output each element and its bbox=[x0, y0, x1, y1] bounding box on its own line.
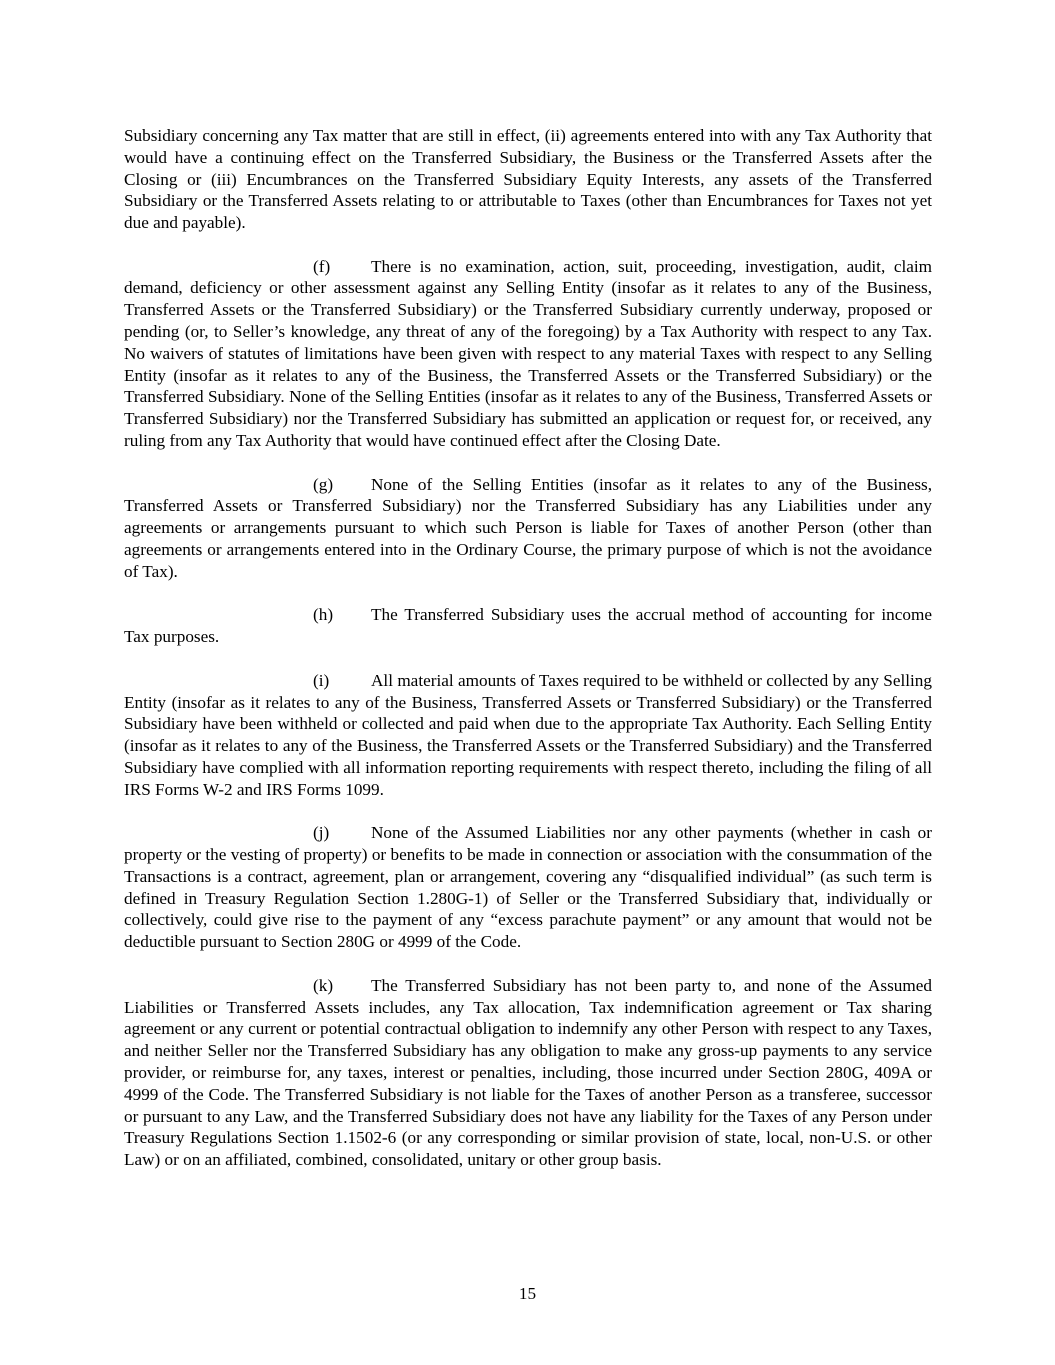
section-i-label: (i) bbox=[313, 670, 330, 690]
section-g-label: (g) bbox=[313, 474, 334, 494]
section-k-paragraph bbox=[124, 975, 932, 1171]
section-f-paragraph bbox=[124, 256, 932, 452]
section-j-paragraph bbox=[124, 822, 932, 953]
document-page-body bbox=[124, 125, 932, 1193]
section-j-text: None of the Assumed Liabilities nor any other payments (whether in cash or property or the vesting of property) or benefits to be made in connection or association with the consummation of the Transactions is a contract, agreement, plan or arrangement, covering any “disqualified individual” (as such term is defined in Treasury Regulation Section 1.280G-1) of Seller or the Transferred Subsidiary that, individually or collectively, could give rise to the payment of any “excess parachute payment” or any amount that would not be deductible pursuant to Section 280G or 4999 of the Code. bbox=[124, 823, 932, 952]
section-h-text: The Transferred Subsidiary uses the accrual method of accounting for income Tax purposes. bbox=[124, 605, 932, 647]
section-g-paragraph bbox=[124, 474, 932, 583]
section-h-label: (h) bbox=[313, 605, 334, 625]
section-f-label: (f) bbox=[313, 256, 331, 276]
section-i-text: All material amounts of Taxes required to be withheld or collected by any Selling Entity (insofar as it relates to any of the Business, Transferred Assets or Transferred Subsidiary) or the Transferred Subsidiary have been withheld or collected and paid when due to the appropriate Tax Authority. Each Selling Entity (insofar as it relates to any of the Business, the Transferred Assets or the Transferred Subsidiary) and the Transferred Subsidiary have complied with all information reporting requirements with respect thereto, including the filing of all IRS Forms W-2 and IRS Forms 1099. bbox=[124, 670, 932, 799]
continuation-paragraph: Subsidiary concerning any Tax matter that are still in effect, (ii) agreements entered into with any Tax Authority that would have a continuing effect on the Transferred Subsidiary, the Business or the Transferred Assets after the Closing or (iii) Encumbrances on the Transferred Subsidiary Equity Interests, any assets of the Transferred Subsidiary or the Transferred Assets relating to or attributable to Taxes (other than Encumbrances for Taxes not yet due and payable). bbox=[124, 126, 932, 233]
section-i-paragraph bbox=[124, 670, 932, 801]
section-h-paragraph bbox=[124, 604, 932, 648]
section-k-text: The Transferred Subsidiary has not been party to, and none of the Assumed Liabilities or Transferred Assets includes, any Tax allocation, Tax indemnification agreement or Tax sharing agreement or any current or potential contractual obligation to indemnify any other Person with respect to any Taxes, and neither Seller nor the Transferred Subsidiary has any obligation to make any gross-up payments to any service provider, or reimburse for, any taxes, interest or penalties, including, those incurred under Section 280G, 409A or 4999 of the Code. The Transferred Subsidiary is not liable for the Taxes of another Person as a transferee, successor or pursuant to any Law, and the Transferred Subsidiary does not have any liability for the Taxes of any Person under Treasury Regulations Section 1.1502-6 (or any corresponding or similar provision of state, local, non-U.S. or other Law) or on an affiliated, combined, consolidated, unitary or other group basis. bbox=[124, 975, 932, 1170]
page-number: 15 bbox=[518, 1284, 537, 1303]
section-f-text: There is no examination, action, suit, proceeding, investigation, audit, claim demand, deficiency or other assessment against any Selling Entity (insofar as it relates to any of the Business, Transferred Assets or the Transferred Subsidiary) or the Transferred Subsidiary currently underway, proposed or pending (or, to Seller’s knowledge, any threat of any of the foregoing) by a Tax Authority with respect to any Tax. No waivers of statutes of limitations have been given with respect to any material Taxes with respect to any Selling Entity (insofar as it relates to any of the Business, the Transferred Assets or the Transferred Subsidiary) or the Transferred Subsidiary. None of the Selling Entities (insofar as it relates to any of the Business, Transferred Assets or Transferred Subsidiary) nor the Transferred Subsidiary has submitted an application or request for, or received, any ruling from any Tax Authority that would have continued effect after the Closing Date. bbox=[124, 256, 932, 450]
section-j-label: (j) bbox=[313, 823, 330, 843]
section-g-text: None of the Selling Entities (insofar as it relates to any of the Business, Transferred Assets or Transferred Subsidiary) nor the Transferred Subsidiary has any Liabilities under any agreements or arrangements pursuant to which such Person is liable for Taxes of another Person (other than agreements or arrangements entered into in the Ordinary Course, the primary purpose of which is not the avoidance of Tax). bbox=[124, 474, 932, 581]
section-k-label: (k) bbox=[313, 975, 334, 995]
